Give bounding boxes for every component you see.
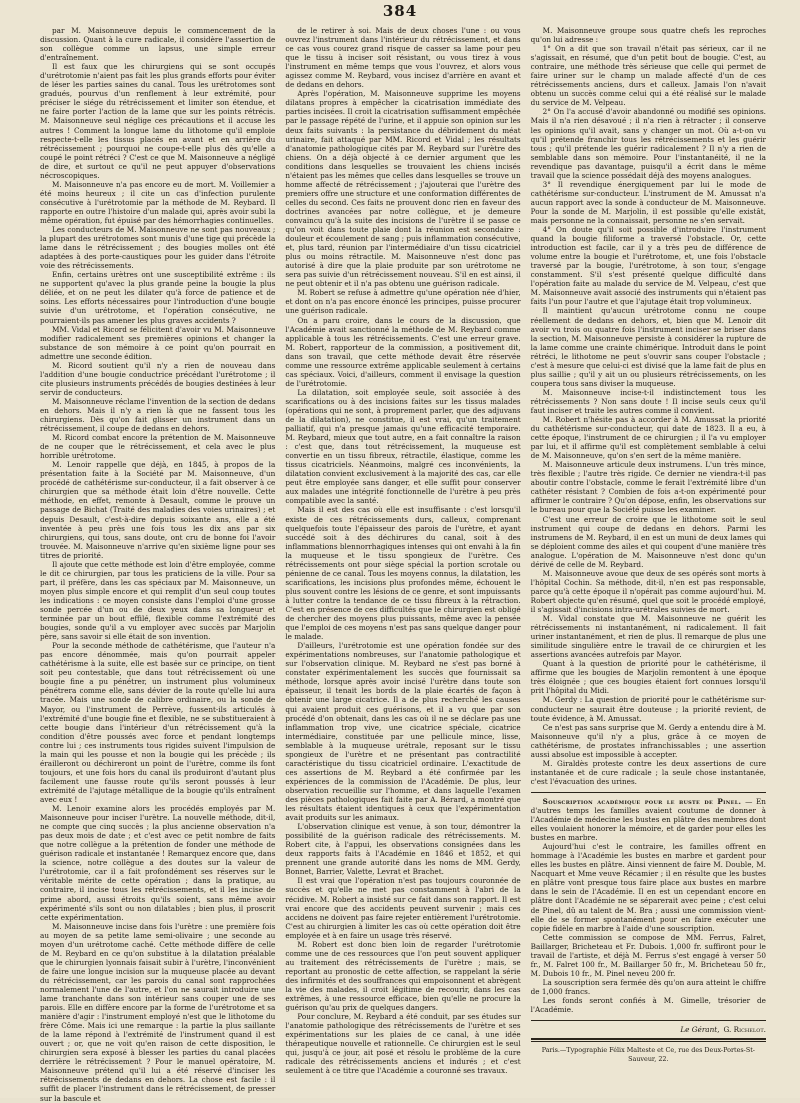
paragraph: M. Robert se refuse à admettre qu'une opération née d'hier, et dont on n'a pas encore énoncé les principes, puisse procurer une guérison radicale. — [285, 288, 521, 316]
section-paragraph: La souscription sera fermée dès qu'on aura atteint le chiffre de 1,000 francs. — [530, 977, 766, 996]
column-1 — [40, 26, 276, 1103]
paragraph: Il ajoute que cette méthode est loin d'être employée, comme le dit ce chirurgien, par tous les praticiens de la ville. Pour sa part, il préfère, dans les cas spéciaux par M. Maisonneuve, un moyen plus simple encore et qui remplit d'un seul coup toutes les indications : ce moyen consiste dans l'emploi d'une grosse sonde percée d'un ou de deux yeux dans sa longueur et terminée par un bout effilé, flexible comme l'extrémité des bougies, sonde qu'il a vu employer avec succès par Marjolin père, sans savoir si elle était de son invention. — [40, 559, 276, 642]
paragraph: M. Maisonneuve n'a pas encore eu de mort. M. Voillemier a été moins heureux ; il cite un cas d'infection purulente consécutive à l'urétrotomie par la méthode de M. Reybard. Il rapporte en outre l'histoire d'un malade qui, après avoir subi la même opération, fut épuisé par des hémorrhagies continuelles. — [40, 179, 276, 225]
paragraph: M. Giraldès proteste contre les deux assertions de cure instantanée et de cure radicale ; la seule chose instantanée, c'est l'évacuation des urines. — [530, 758, 766, 786]
section-lead: — En d'autres temps les familles avaient coutume de donner à l'Académie de médecine les bustes en plâtre des membres dont elles voulaient honorer la mémoire, et de garder pour elles les bustes en marbre. — [530, 796, 766, 843]
column-2 — [285, 26, 521, 1076]
paragraph: M. Lenoir rappelle que déjà, en 1845, à propos de la présentation faite à la Société par M. Maisonneuve, d'un procédé de cathétérisme sur-conducteur, il a fait observer à ce chirurgien que sa méthode était loin d'être nouvelle. Cette méthode, en effet, remonte à Desault, comme le prouve un passage de Bichat (Traité des maladies des voies urinaires) ; et depuis Desault, c'est-à-dire depuis soixante ans, elle a été inventée à peu près une fois tous les dix ans par six chirurgiens, qui tous, sans doute, ont cru de bonne foi l'avoir trouvée. M. Maisonneuve n'arrive qu'en sixième ligne pour ses titres de priorité. — [40, 460, 276, 560]
paragraph: M. Gerdy : La question de priorité pour le cathétérisme sur-conducteur ne saurait être douteuse ; la priorité revient, de toute évidence, à M. Amussat. — [530, 695, 766, 723]
paragraph: MM. Vidal et Ricord se félicitent d'avoir vu M. Maisonneuve modifier radicalement ses premières opinions et changer la substance de son mémoire à ce point qu'on pourrait en admettre une seconde édition. — [40, 324, 276, 361]
footer-double-rule — [531, 1038, 766, 1040]
paragraph: Pour la seconde méthode de cathétérisme, que l'auteur n'a pas encore dénommée, mais qu'on pourrait appeler cathétérisme à la suite, elle est basée sur ce principe, on tient soit peu contestable, que dans tout rétrécissement où une bougie fine a pu pénétrer, un instrument plus volumineux pénétrera comme elle, sans dévier de la route qu'elle lui aura tracée. Mais une sonde de calibre ordinaire, ou la sonde de Mayor, ou l'instrument de Perrève, fussent-ils articulés à l'extrémité d'une bougie fine et flexible, ne se substitueraient à cette bougie dans l'intérieur d'un rétrécissement qu'à la condition d'être poussés avec force et pendant longtemps contre lui ; ces instruments tous rigides suivent l'impulsion de la main qui les pousse et non la bougie qui les précède ; ils érailleront ou déchireront un point de l'urètre, comme ils font toujours, et une fois hors du canal ils produiront d'autant plus facilement une fausse route qu'ils seront poussés à leur extrémité de l'ajutage métallique de la bougie qu'ils entraînent avec eux ! — [40, 641, 276, 804]
paragraph: D'ailleurs, l'urétrotomie est une opération fondée sur des expérimentations nombreuses, sur l'anatomie pathologique et sur l'observation clinique. M. Reybard ne s'est pas borné à constater expérimentalement les succès que fournissait sa méthode, lorsque après avoir incisé l'urètre dans toute son épaisseur, il tenait les bords de la plaie écartés de façon à obtenir une large cicatrice. Il a de plus recherché les causes qui avaient produit ces guérisons, et il a vu que par son procédé d'on obtenait, dans les cas où il ne se déclare pas une inflammation trop vive, une cicatrice spéciale, cicatrice intermédiaire, constituée par une pellicule mince, lisse, semblable à la muqueuse urétrale, reposant sur le tissu spongieux de l'urètre et ne présentant pas contractilité caractéristique du tissu cicatriciel ordinaire. L'exactitude de ces assertions de M. Reybard a été confirmée par les expériences de la commission de l'Académie. De plus, leur observation recueillie sur l'homme, et dans laquelle l'examen des pièces pathologiques fait faite par A. Bérard, a montré que les résultats étaient identiques à ceux que l'expérimentation avait produits sur les animaux. — [285, 641, 521, 823]
paragraph: Il est faux que les chirurgiens qui se sont occupés d'urétrotomie n'aient pas fait les plus grands efforts pour éviter de léser les parties saines du canal. Tous les urétrotomes sont gradués, pourvus d'un renflement à leur extrémité, pour préciser le siége du rétrécissement et limiter son étendue, et ne faire porter l'action de la lame que sur les points rétrécis. M. Maisonneuve seul néglige ces précautions et il accuse les autres ! Comment la longue lame du lithotome qu'il emploie respecte-t-elle les tissus placés en avant et en arrière du rétrécissement ; pourquoi ne coupe-t-elle plus dès qu'elle a coupé le point rétréci ? C'est ce que M. Maisonneuve a négligé de dire, et surtout ce qu'il ne peut appuyer d'observations nécroscopiques. — [40, 62, 276, 180]
paragraph: M. Ricord soutient qu'il n'y a rien de nouveau dans l'addition d'une bougie conductrice précédant l'urétrotome ; il cite plusieurs instruments précédés de bougies destinées à leur servir de conducteurs. — [40, 360, 276, 397]
paragraph: La dilatation, soit employée seule, soit associée à des scarifications ou à des incisions faites sur les tissus malades (opérations qui ne sont, à proprement parler, que des adjuvans de la dilatation), ne constitue, il est vrai, qu'un traitement palliatif, qui n'a presque jamais qu'une efficacité temporaire. M. Reybard, mieux que tout autre, en a fait connaître la raison : c'est que, dans tout rétrécissement, la muqueuse est convertie en un tissu fibreux, rétractile, élastique, comme les tissus cicatriciels. Néanmoins, malgré ces inconvénients, la dilatation convient exclusivement à la majorité des cas, car elle peut être employée sans danger, et elle suffit pour conserver aux malades une intégrité fonctionnelle de l'urètre à peu près compatible avec la santé. — [285, 387, 521, 506]
paragraph: Quant à la question de priorité pour le cathétérisme, il affirme que les bougies de Marjolin remontent à une époque très éloignée ; que ces bougies étaient fort connues lorsqu'il prit l'hôpital du Midi. — [530, 659, 766, 696]
paragraph: M. Vidal constate que M. Maisonneuve ne guérit les rétrécissements ni instantanément, ni radicalement. Il fait uriner instantanément, et rien de plus. Il remarque de plus une similitude singulière entre le travail de ce chirurgien et les assertions avancées autrefois par Mayor. — [530, 614, 766, 660]
page-number: 384 — [382, 2, 418, 20]
paragraph: M. Maisonneuve incise-t-il indistinctement tous les rétrécissements ? Non sans doute ! Il incise seuls ceux qu'il faut inciser et traite les autres comme il convient. — [530, 387, 766, 415]
paragraph: 2° On l'a accusé d'avoir abandonné ou modifié ses opinions. Mais il n'a rien désavoué ; il n'a rien à rétracter ; il conserve les opinions qu'il avait, sans y changer un mot. Où a-t-on vu qu'il prétende franchir tous les rétrécissements et les guérir tous ; qu'il prétende les guérir radicalement ? Il n'y a rien de semblable dans son mémoire. Pour l'instantanéité, il ne la revendique pas davantage, puisqu'il a écrit dans le même travail que la science possédait déjà des moyens analogues. — [530, 107, 766, 180]
paragraph: L'observation clinique est venue, à son tour, démontrer la possibilité de la guérison radicale des rétrécissements. M. Robert cite, à l'appui, les observations consignées dans les deux rapports faits à l'Académie en 1846 et 1852, et qui prennent une grande autorité dans les noms de MM. Gerdy, Bonnet, Barrier, Valette, Levrat et Brachet. — [285, 822, 521, 877]
gerant-label: Le Gérant, — [680, 1025, 720, 1035]
paragraph: M. Robert n'hésite pas à accorder à M. Amussat la priorité du cathétérisme sur-conducteur, qui date de 1823. Il a eu, à cette époque, l'instrument de ce chirurgien ; il l'a vu employer par lui, et il affirme qu'il est complètement semblable à celui de M. Maisonneuve, qu'on s'en sert de la même manière. — [530, 415, 766, 461]
paragraph: Après l'opération, M. Maisonneuve supprime les moyens dilatans propres à empêcher la cicatrisation immédiate des parties incisées. Il croit la cicatrisation suffisamment empêchée par le passage répété de l'urine, et il appuie son opinion sur les deux faits suivants : la persistance du débridement du méat urinaire, fait attaqué par MM. Ricord et Vidal ; les résultats d'anatomie pathologique cités par M. Reybard sur l'urètre des chiens. On a déjà objecté à ce dernier argument que les conditions dans lesquelles se trouvaient les chiens incisés n'étaient pas les mêmes que celles dans lesquelles se trouve un homme affecté de rétrécissement ; j'ajouterai que l'urètre des premiers offre une structure et une conformation différentes de celles du second. Ces faits ne prouvent donc rien en faveur des doctrines avancées par notre collègue, et je demeure convaincu qu'à la suite des incisions de l'urètre il se passe ce qu'on voit dans toute plaie dont la réunion est secondaire : douleur et écoulement de sang ; puis inflammation consécutive, et, plus tard, réunion par l'intermédiaire d'un tissu cicatriciel plus ou moins rétractile. M. Maisonneuve n'est donc pas autorisé à dire que la plaie produite par son urétrotome ne sera pas suivie d'un rétrécissement nouveau. S'il en est ainsi, il ne peut obtenir et il n'a pas obtenu une guérison radicale. — [285, 89, 521, 289]
section-title: Souscription académique pour le buste de Pinel. — [542, 796, 742, 806]
imprint-line: Paris.—Typographie Félix Malteste et Ce, rue des Deux-Portes-St-Sauveur, 22. — [541, 1046, 755, 1064]
footer-divider — [531, 1020, 766, 1021]
section-paragraph: Aujourd'hui c'est le contraire, les familles offrent en hommage à l'Académie les bustes en marbre et gardent pour elles les bustes en plâtre. Ainsi viennent de faire M. Double, M. Nacquart et Mme veuve Récamier ; il en résulte que les bustes en plâtre vont presque tous faire place aux bustes en marbre dans le sein de l'Académie. Il en est un cependant encore en plâtre dont l'Académie ne se séparerait avec peine ; c'est celui de Pinel, dû au talent de M. Bra ; aussi une commission vient-elle de se former spontanément pour en faire exécuter une copie fidèle en marbre à l'aide d'une souscription. — [530, 842, 766, 933]
paragraph: de le retirer à soi. Mais de deux choses l'une : ou vous ouvrez l'instrument dans l'intérieur du rétrécissement, et dans ce cas vous courez grand risque de casser sa lame pour peu que le tissu à inciser soit résistant, ou vous tirez à vous l'instrument en même temps que vous l'ouvrez, et alors vous agissez comme M. Reybard, vous incisez d'arrière en avant et de dedans en dehors. — [285, 26, 521, 90]
paragraph: Il maintient qu'aucun urétrotome connu ne coupe réellement de dedans en dehors, et, bien que M. Lenoir dit avoir vu trois ou quatre fois l'instrument inciser se briser dans la section, M. Maisonneuve persiste à considérer la rupture de la lame comme une crainte chimérique. Introduit dans le point rétréci, le lithotome ne peut s'ouvrir sans couper l'obstacle ; c'est à mesure que celui-ci est divisé que la lame fait de plus en plus saillie ; qu'il y ait un ou plusieurs rétrécissements, on les coupera tous sans diviser la muqueuse. — [530, 306, 766, 388]
paragraph: C'est une erreur de croire que le lithotome soit le seul instrument qui coupe de dedans en dehors. Parmi les instrumens de M. Reybard, il en est un muni de deux lames qui se déploient comme des ailes et qui coupent d'une manière très analogue. L'opération de M. Maisonneuve n'est donc qu'un dérivé de celle de M. Reybard. — [530, 514, 766, 569]
paragraph: M. Maisonneuve avoue que deux de ses opérés sont morts à l'hôpital Cochin. Sa méthode, dit-il, n'en est pas responsable, parce qu'à cette époque il n'opérait pas comme aujourd'hui. M. Robert objecte qu'en résumé, quel que soit le procédé employé, il s'agissait d'incisions intra-urétrales suivies de mort. — [530, 568, 766, 614]
section-divider — [531, 792, 766, 793]
paragraph: M. Maisonneuve groupe sous quatre chefs les reproches qu'on lui adresse : — [530, 26, 766, 45]
paragraph: Pour conclure, M. Reybard a été conduit, par ses études sur l'anatomie pathologique des rétrécissements de l'urètre et ses expérimentations sur les plaies de ce canal, à une idée thérapeutique nouvelle et rationnelle. Ce chirurgien est le seul qui, jusqu'à ce jour, ait posé et résolu le problème de la cure radicale des rétrécissements anciens et indurés ; et c'est seulement à ce titre que l'Académie a couronné ses travaux. — [285, 1012, 521, 1076]
paragraph: 3° Il revendique énergiquement par lui le mode de cathétérisme sur-conducteur. L'instrument de M. Amussat n'a aucun rapport avec la sonde à conducteur de M. Maisonneuve. Pour la sonde de M. Marjolin, il est possible qu'elle existât, mais personne ne la connaissait, personne ne s'en servait. — [530, 179, 766, 225]
column-3 — [531, 26, 766, 1066]
paragraph: Ce n'est pas sans surprise que M. Gerdy a entendu dire à M. Maisonneuve qu'il n'y a plus, grâce à ce moyen de cathétérisme, de prostates infranchissables ; une assertion aussi absolue est impossible à accepter. — [530, 722, 766, 759]
paragraph: M. Robert est donc bien loin de regarder l'urétrotomie comme une de ces ressources que l'on peut souvent appliquer au traitement des rétrécissements de l'urètre ; mais, se reportant au pronostic de cette affection, se rappelant la série des infirmités et des souffrances qui empoisonnent et abrègent la vie des malades, il croit légitime de recourir, dans les cas extrêmes, à une ressource efficace, bien qu'elle ne procure la guérison qu'au prix de quelques dangers. — [285, 939, 521, 1013]
section-paragraph — [531, 797, 766, 842]
paragraph: M. Lenoir examine alors les procédés employés par M. Maisonneuve pour inciser l'urètre. La nouvelle méthode, dit-il, ne compte que cinq succès ; la plus ancienne observation n'a pas deux mois de date ; et c'est avec ce petit nombre de faits que notre collègue a la prétention de fonder une méthode de guérison radicale et instantanée ! Remarquez encore que, dans la science, notre collègue a des doutes sur la valeur de l'urétrotomie, car il a fait profondément ses réserves sur le véritable mérite de cette opération ; dans la pratique, au contraire, il incise tous les rétrécissements, et il les incise de prime abord, aussi étroits qu'ils soient, sans même avoir expérimenté s'ils sont ou non dilatables ; bien plus, il proscrit cette expérimentation. — [40, 804, 276, 922]
paragraph: Enfin, certains urètres ont une susceptibilité extrême : ils ne supportent qu'avec la plus grande peine la bougie la plus déliée, et on ne peut les dilater qu'à force de patience et de soins. Les efforts nécessaires pour l'introduction d'une bougie suivie d'un urétrotome, et l'opération consécutive, ne pourraient-ils pas amener les plus graves accidents ? — [40, 270, 276, 325]
section-paragraph: Les fonds seront confiés à M. Gimelle, trésorier de l'Académie. — [530, 995, 766, 1015]
gerant-line — [531, 1025, 766, 1034]
text-columns — [40, 26, 766, 1103]
paragraph: Mais il est des cas où elle est insuffisante : c'est lorsqu'il existe de ces rétrécissements durs, calleux, comprenant quelquefois toute l'épaisseur des parois de l'urètre, et ayant succédé soit à des déchirures du canal, soit à des inflammations blennorrhagiques intenses qui ont envahi à la fin la muqueuse et le tissu spongieux de l'urètre. Ces rétrécissements ont pour siège spécial la portion scrotale ou pénienne de ce canal. Tous les moyens connus, la dilatation, les scarifications, les incisions plus profondes même, échouent le plus souvent contre les lésions de ce genre, et sont impuissants à lutter contre la tendance de ce tissu fibreux à la rétraction. C'est en présence de ces difficultés que le chirurgien est obligé de chercher des moyens plus puissants, même avec la pensée que l'emploi de ces moyens n'est pas sans quelque danger pour le malade. — [285, 505, 521, 642]
paragraph: 4° On doute qu'il soit possible d'introduire l'instrument quand la bougie filiforme a traversé l'obstacle. Or, cette introduction est facile, car il y a très peu de différence de volume entre la bougie et l'urétrotome, et, une fois l'obstacle traversé par la bougie, l'urétrotome, à son tour, s'engage constamment. S'il s'est présenté quelque difficulté dans l'opération faite au malade du service de M. Velpeau, c'est que M. Maisonneuve avait associé des instruments qui n'étaient pas faits l'un pour l'autre et que l'ajutage était trop volumineux. — [530, 225, 766, 307]
paragraph: par M. Maisonneuve depuis le commencement de la discussion. Quant à la cure radicale, il considère l'assertion de son collègue comme un lapsus, une simple erreur d'entraînement. — [40, 26, 276, 63]
paragraph: Il est vrai que l'opération n'est pas toujours couronnée de succès et qu'elle ne met pas constamment à l'abri de la récidive. M. Robert a insisté sur ce fait dans son rapport. Il est vrai encore que des accidents peuvent survenir ; mais ces accidens ne doivent pas faire rejeter entièrement l'urétrotomie. C'est au chirurgien à limiter les cas où cette opération doit être employée et à en faire un usage très réservé. — [285, 876, 521, 940]
paragraph: M. Maisonneuve réclame l'invention de la section de dedans en dehors. Mais il n'y a rien là que ne fassent tous les chirurgiens. Dès qu'on fait glisser un instrument dans un rétrécissement, il coupe de dedans en dehors. — [40, 396, 276, 434]
section-paragraph: Cette commission se compose de MM. Ferrus, Falret, Baillarger, Bricheteau et Fr. Dubois. 1,000 fr. suffiront pour le travail de l'artiste, et déjà M. Ferrus s'est engagé à verser 50 fr., M. Falret 100 fr., M. Baillarger 50 fr., M. Bricheteau 50 fr., M. Dubois 10 fr., M. Pinel neveu 200 fr. — [530, 932, 766, 978]
paragraph: M. Ricord combat encore la prétention de M. Maisonneuve de ne couper que le rétrécissement, et cela avec le plus horrible urétrotome. — [40, 433, 276, 461]
footer-double-rule — [531, 1041, 766, 1042]
paragraph: Les conducteurs de M. Maisonneuve ne sont pas nouveaux ; la plupart des urétrotomes sont munis d'une tige qui précède la lame dans le rétrécissement ; des bougies molles ont été adaptées à des porte-caustiques pour les guider dans l'étroite voie des rétrécissements. — [40, 225, 276, 271]
paragraph: On a paru croire, dans le cours de la discussion, que l'Académie avait sanctionné la méthode de M. Reybard comme applicable à tous les rétrécissements. C'est une erreur grave. M. Robert, rapporteur de la commission, a positivement dit, dans son travail, que cette méthode devait être réservée comme une ressource extrême applicable seulement à certains cas spéciaux. Voici, d'ailleurs, comment il envisage la question de l'urétrotomie. — [285, 315, 521, 388]
paragraph: M. Maisonneuve articule deux instrumens. L'un très mince, très flexible ; l'autre très rigide. Ce dernier ne viendra-t-il pas aboutir contre l'obstacle, comme le ferait l'extrémité libre d'un cathéter résistant ? Combien de fois a-t-on expérimenté pour affirmer le contraire ? Qu'on dépose, enfin, les observations sur le bureau pour que la Société puisse les examiner. — [530, 460, 766, 515]
gerant-name: G. Richelot. — [723, 1025, 766, 1035]
paragraph: 1° On a dit que son travail n'était pas sérieux, car il ne s'agissait, en résumé, que d'un petit bout de bougie. C'est, au contraire, une méthode très sérieuse que celle qui permet de faire uriner sur le champ un malade affecté d'un de ces rétrécissements anciens, durs et calleux. Jamais l'on n'avait obtenu un succès comme celui qui a été réalisé sur le malade du service de M. Velpeau. — [530, 44, 766, 108]
paragraph: M. Maisonneuve incise dans fois l'urètre : une première fois au moyen de sa petite lame semi-olivaire ; une seconde au moyen d'un urétrotome caché. Cette méthode diffère de celle de M. Reybard en ce qu'on substitue à la dilatation préalable que le chirurgien lyonnais faisait subir à l'urètre, l'inconvénient de faire une longue incision sur la muqueuse placée au devant du rétrécissement, car les parois du canal sont rapprochées normalement l'une de l'autre, et l'on ne saurait introduire une lame tranchante dans son intérieur sans couper une de ses parois. Elle en diffère encore par la forme de l'urétrotome et sa manière d'agir : l'instrument employé n'est que le lithotome du frère Côme. Mais ici une remarque : la partie la plus saillante de la lame répond à l'extrémité de l'instrument quand il est ouvert ; or, que ne voit qu'en raison de cette disposition, le chirurgien sera exposé à blesser les parties du canal placées derrière le rétrécissement ? Pour le manuel opératoire, M. Maisonneuve prétend qu'il lui a été réservé d'inciser les rétrécissements de dedans en dehors. La chose est facile : il suffit de placer l'instrument dans le rétrécissement, de presser sur la bascule et — [40, 921, 276, 1103]
